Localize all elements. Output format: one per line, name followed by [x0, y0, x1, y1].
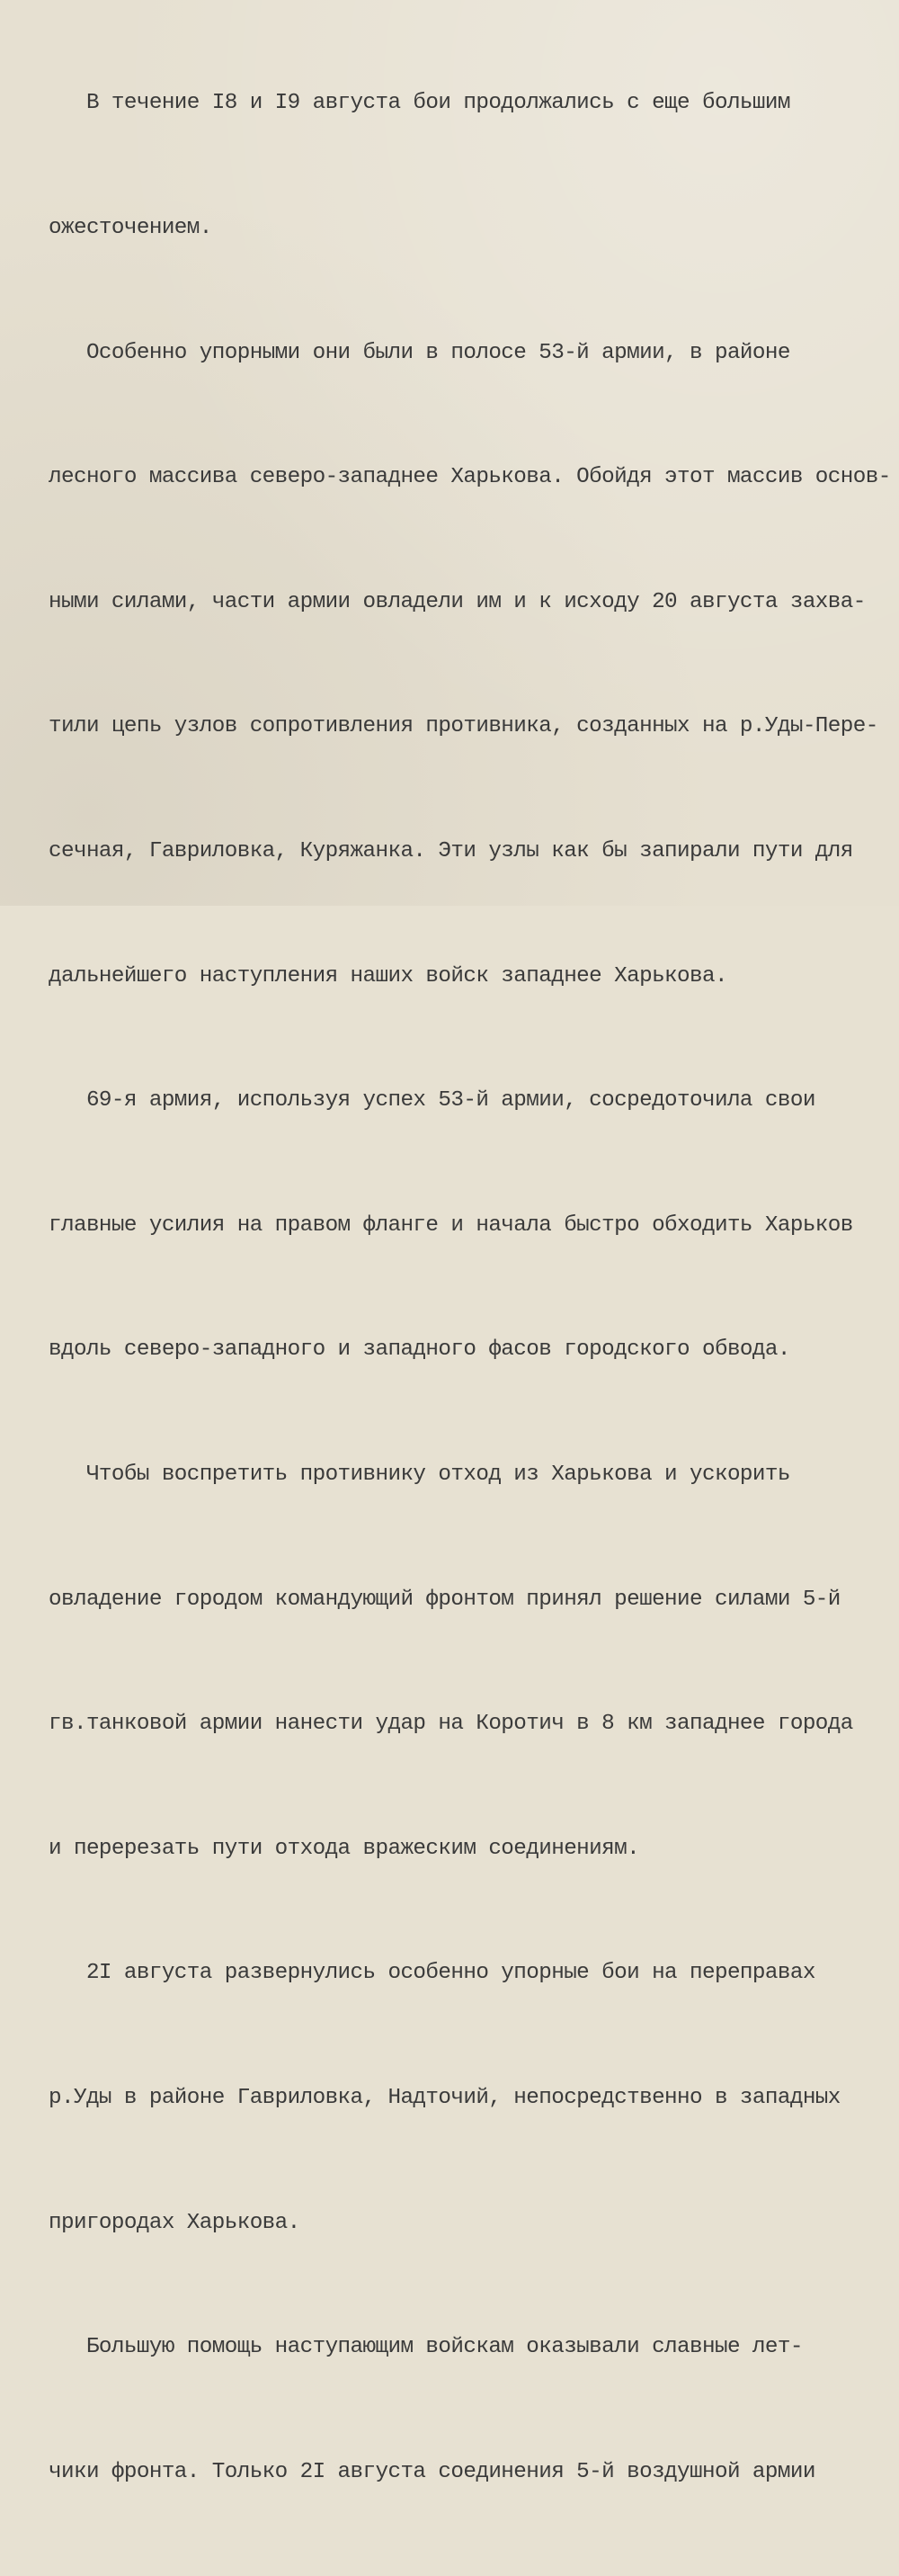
text-line: гв.танковой армии нанести удар на Коротич в 8 км западнее города [49, 1712, 853, 1737]
text-line: лесного массива северо-западнее Харькова. Обойдя этот массив основ- [49, 465, 891, 490]
text-line: В течение I8 и I9 августа бои продолжались с еще большим [49, 91, 790, 116]
text-line: Большую помощь наступающим войскам оказывали славные лет- [49, 2335, 803, 2360]
text-line: тили цепь узлов сопротивления противника, созданных на р.Уды-Пере- [49, 714, 878, 739]
text-line: ными силами, части армии овладели им и к исходу 20 августа захва- [49, 589, 866, 614]
text-line: и перерезать пути отхода вражеским соединениям. [49, 1836, 640, 1861]
text-line: чики фронта. Только 2I августа соединения 5-й воздушной армии [49, 2459, 815, 2484]
text-line: овладение городом командующий фронтом принял решение силами 5-й [49, 1587, 841, 1612]
text-line: Чтобы воспретить противнику отход из Харькова и ускорить [49, 1462, 790, 1487]
text-line: Особенно упорными они были в полосе 53-й армии, в районе [49, 340, 790, 365]
text-line: ожесточением. [49, 216, 212, 240]
text-line: сечная, Гавриловка, Куряжанка. Эти узлы как бы запирали пути для [49, 838, 853, 863]
text-line: вдоль северо-западного и западного фасов городского обвода. [49, 1337, 790, 1363]
text-line: р.Уды в районе Гавриловка, Надточий, непосредственно в западных [49, 2085, 841, 2110]
text-line: пригородах Харькова. [49, 2210, 300, 2235]
document-body [49, 0, 897, 2576]
text-line: 69-я армия, используя успех 53-й армии, сосредоточила свои [49, 1088, 815, 1114]
text-line: главные усилия на правом фланге и начала быстро обходить Харьков [49, 1212, 853, 1238]
text-line: дальнейшего наступления наших войск западнее Харькова. [49, 963, 727, 988]
text-line: 2I августа развернулись особенно упорные бои на переправах [49, 1961, 815, 1986]
